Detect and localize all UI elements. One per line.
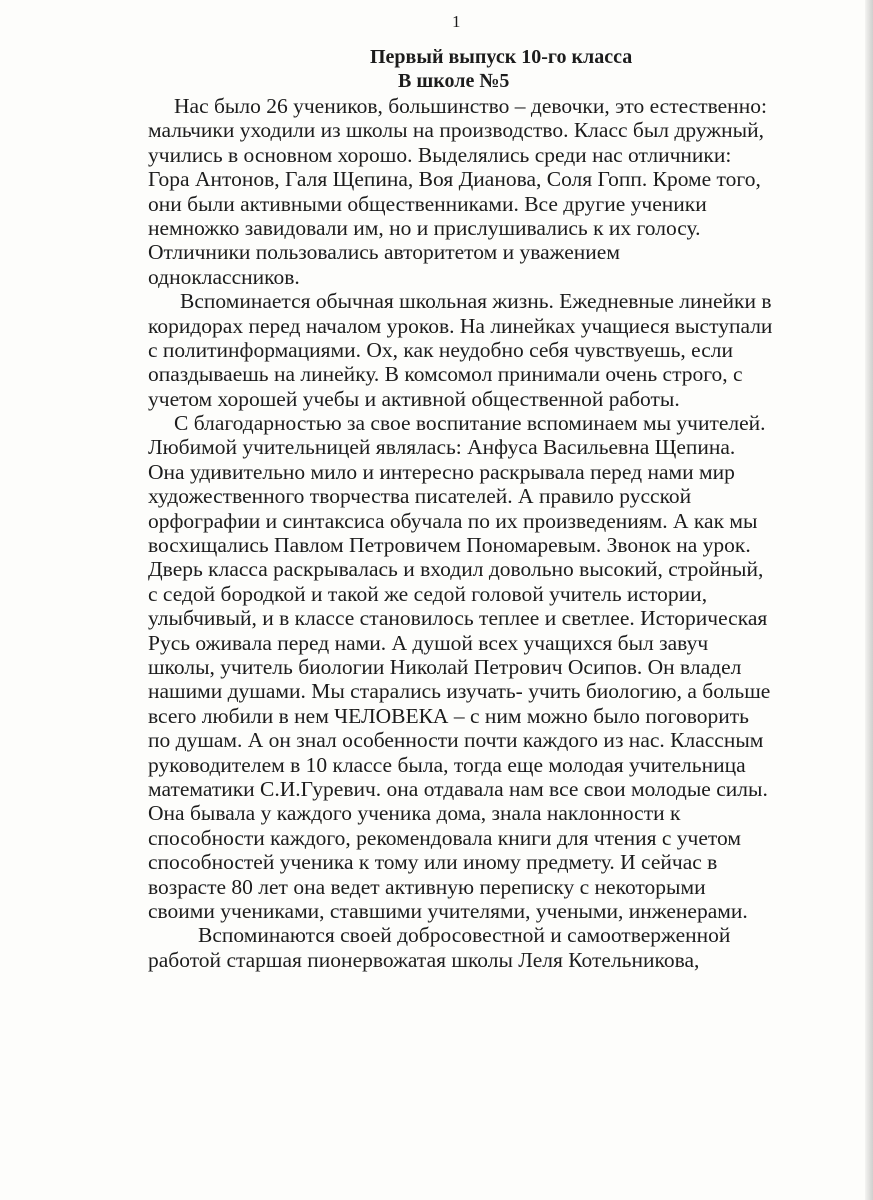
text-line: художественного творчества писателей. А правило русской <box>148 484 692 509</box>
text-line: возрасте 80 лет она ведет активную переписку с некоторыми <box>148 874 706 899</box>
text-line: нашими душами. Мы старались изучать- учить биологию, а больше <box>148 679 771 704</box>
text-line: школы, учитель биологии Николай Петрович Осипов. Он владел <box>148 654 742 679</box>
text-line: своими учениками, ставшими учителями, учеными, инженерами. <box>148 898 748 923</box>
text-line: Дверь класса раскрывалась и входил довольно высокий, стройный, <box>148 557 764 582</box>
page-edge-shadow <box>865 0 873 1200</box>
text-line: Вспоминается обычная школьная жизнь. Ежедневные линейки в <box>180 289 772 314</box>
text-line: коридорах перед началом уроков. На линейках учащиеся выступали <box>148 313 773 338</box>
page-number: 1 <box>452 12 461 31</box>
document-body <box>148 94 848 972</box>
text-line: Отличники пользовались авторитетом и уважением <box>148 240 620 265</box>
text-line: восхищались Павлом Петровичем Пономаревым. Звонок на урок. <box>148 533 751 558</box>
text-line: Русь оживала перед нами. А душой всех учащихся был завуч <box>148 630 709 655</box>
text-line: орфографии и синтаксиса обучала по их произведениям. А как мы <box>148 508 758 533</box>
document-title: Первый выпуск 10-го класса <box>370 46 633 68</box>
text-line: способности каждого, рекомендовала книги для чтения с учетом <box>148 825 741 850</box>
text-line: немножко завидовали им, но и прислушивались к их голосу. <box>148 215 701 240</box>
text-line: улыбчивый, и в классе становилось теплее и светлее. Историческая <box>148 606 768 631</box>
text-line: с седой бородкой и такой же седой головой учитель истории, <box>148 581 708 606</box>
text-line: руководителем в 10 классе была, тогда еще молодая учительница <box>148 752 746 777</box>
text-line: С благодарностью за свое воспитание вспоминаем мы учителей. <box>174 411 766 436</box>
document-subtitle: В школе №5 <box>398 70 510 92</box>
text-line: математики С.И.Гуревич. она отдавала нам все свои молодые силы. <box>148 776 768 801</box>
text-line: всего любили в нем ЧЕЛОВЕКА – с ним можно было поговорить <box>148 703 749 728</box>
text-line: способностей ученика к тому или иному предмету. И сейчас в <box>148 850 718 875</box>
text-line: Любимой учительницей являлась: Анфуса Васильевна Щепина. <box>148 435 736 460</box>
text-line: по душам. А он знал особенности почти каждого из нас. Классным <box>148 728 764 753</box>
text-line: одноклассников. <box>148 264 300 289</box>
text-line: Она бывала у каждого ученика дома, знала наклонности к <box>148 801 681 826</box>
text-line: учетом хорошей учебы и активной общественной работы. <box>148 386 680 411</box>
text-line: опаздываешь на линейку. В комсомол принимали очень строго, с <box>148 362 743 387</box>
text-line: Вспоминаются своей добросовестной и самоотверженной <box>198 923 731 948</box>
paragraph-3 <box>148 411 848 923</box>
text-line: учились в основном хорошо. Выделялись среди нас отличники: <box>148 142 732 167</box>
paragraph-2 <box>148 289 848 411</box>
text-line: Нас было 26 учеников, большинство – девочки, это естественно: <box>174 94 767 118</box>
text-line: Гора Антонов, Галя Щепина, Воя Дианова, Соля Гопп. Кроме того, <box>148 167 761 192</box>
paragraph-1 <box>148 94 848 289</box>
text-line: работой старшая пионервожатая школы Леля Котельникова, <box>148 947 700 972</box>
text-line: Она удивительно мило и интересно раскрывала перед нами мир <box>148 459 735 484</box>
text-line: с политинформациями. Ох, как неудобно себя чувствуешь, если <box>148 337 734 362</box>
text-line: они были активными общественниками. Все другие ученики <box>148 191 707 216</box>
text-line: мальчики уходили из школы на производство. Класс был дружный, <box>148 118 764 143</box>
paragraph-4 <box>148 923 848 972</box>
